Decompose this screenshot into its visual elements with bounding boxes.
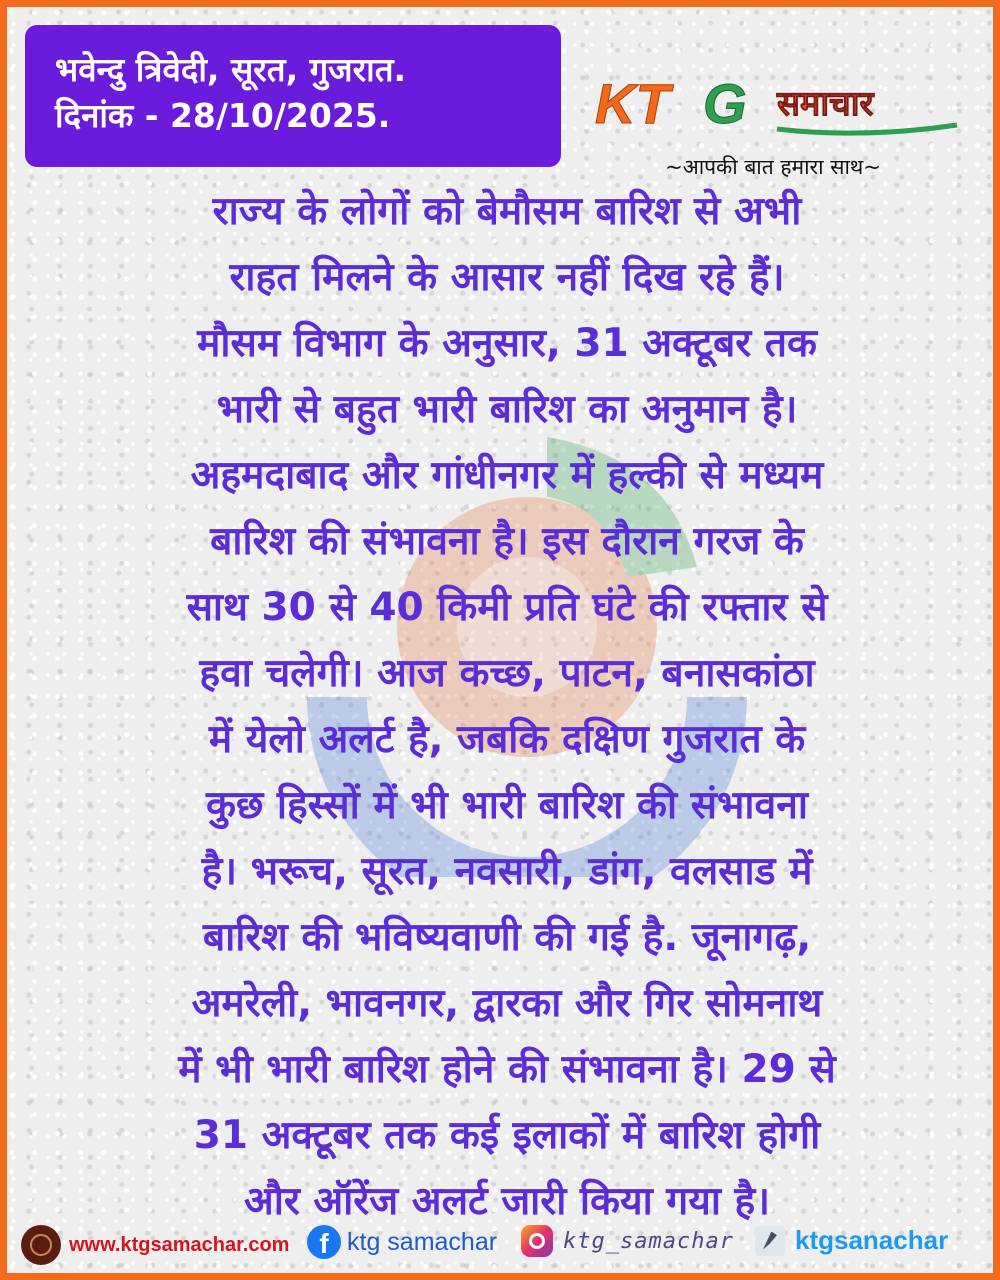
article-line: राहत मिलने के आसार नहीं दिख रहे हैं। xyxy=(229,255,785,300)
svg-text:KT: KT xyxy=(595,72,670,135)
instagram-text: ktg_samachar xyxy=(563,1228,734,1254)
article-line: हवा चलेगी। आज कच्छ, पाटन, बनासकांठा xyxy=(199,651,815,696)
byline-badge xyxy=(25,25,561,167)
instagram-link[interactable] xyxy=(521,1225,734,1257)
article-line: और ऑरेंज अलर्ट जारी किया गया है। xyxy=(243,1179,771,1224)
date-text: दिनांक - 28/10/2025. xyxy=(55,96,391,135)
article-line: भारी से बहुत भारी बारिश का अनुमान है। xyxy=(216,387,798,432)
article-line: राज्य के लोगों को बेमौसम बारिश से अभी xyxy=(212,189,802,234)
article-line: कुछ हिस्सों में भी भारी बारिश की संभावना xyxy=(206,783,808,828)
article-line: अमरेली, भावनगर, द्वारका और गिर सोमनाथ xyxy=(191,981,823,1026)
byline-text: भवेन्दु त्रिवेदी, सूरत, गुजरात. xyxy=(55,50,407,89)
article-line: में येलो अलर्ट है, जबकि दक्षिण गुजरात के xyxy=(208,717,806,762)
website-text: www.ktgsamachar.com xyxy=(69,1233,290,1256)
globe-icon xyxy=(21,1225,61,1265)
instagram-icon xyxy=(521,1225,553,1257)
twitter-link[interactable] xyxy=(755,1225,948,1256)
twitter-icon xyxy=(755,1226,785,1256)
facebook-link[interactable] xyxy=(307,1225,497,1259)
svg-text:समाचार: समाचार xyxy=(777,84,874,124)
article-line: बारिश की संभावना है। इस दौरान गरज के xyxy=(210,519,804,564)
article-line: 31 अक्टूबर तक कई इलाकों में बारिश होगी xyxy=(193,1113,821,1158)
article-line: मौसम विभाग के अनुसार, 31 अक्टूबर तक xyxy=(197,321,817,366)
website-link[interactable] xyxy=(21,1225,289,1265)
tagline: ~आपकी बात हमारा साथ~ xyxy=(665,155,881,179)
footer-bar xyxy=(7,1215,1000,1273)
article-line: अहमदाबाद और गांधीनगर में हल्की से मध्यम xyxy=(190,453,824,498)
facebook-text: ktg samachar xyxy=(347,1227,498,1256)
svg-text:G: G xyxy=(703,72,747,135)
article-line: है। भरूच, सूरत, नवसारी, डांग, वलसाड में xyxy=(201,849,813,894)
facebook-icon: f xyxy=(307,1225,341,1259)
ktg-logo xyxy=(591,69,963,141)
article-line: साथ 30 से 40 किमी प्रति घंटे की रफ्तार से xyxy=(186,585,828,630)
article-line: में भी भारी बारिश होने की संभावना है। 29 से xyxy=(178,1047,836,1092)
article-body xyxy=(35,179,979,1235)
twitter-text: ktgsanachar xyxy=(795,1225,949,1255)
article-line: बारिश की भविष्यवाणी की गई है. जूनागढ़, xyxy=(202,915,812,960)
